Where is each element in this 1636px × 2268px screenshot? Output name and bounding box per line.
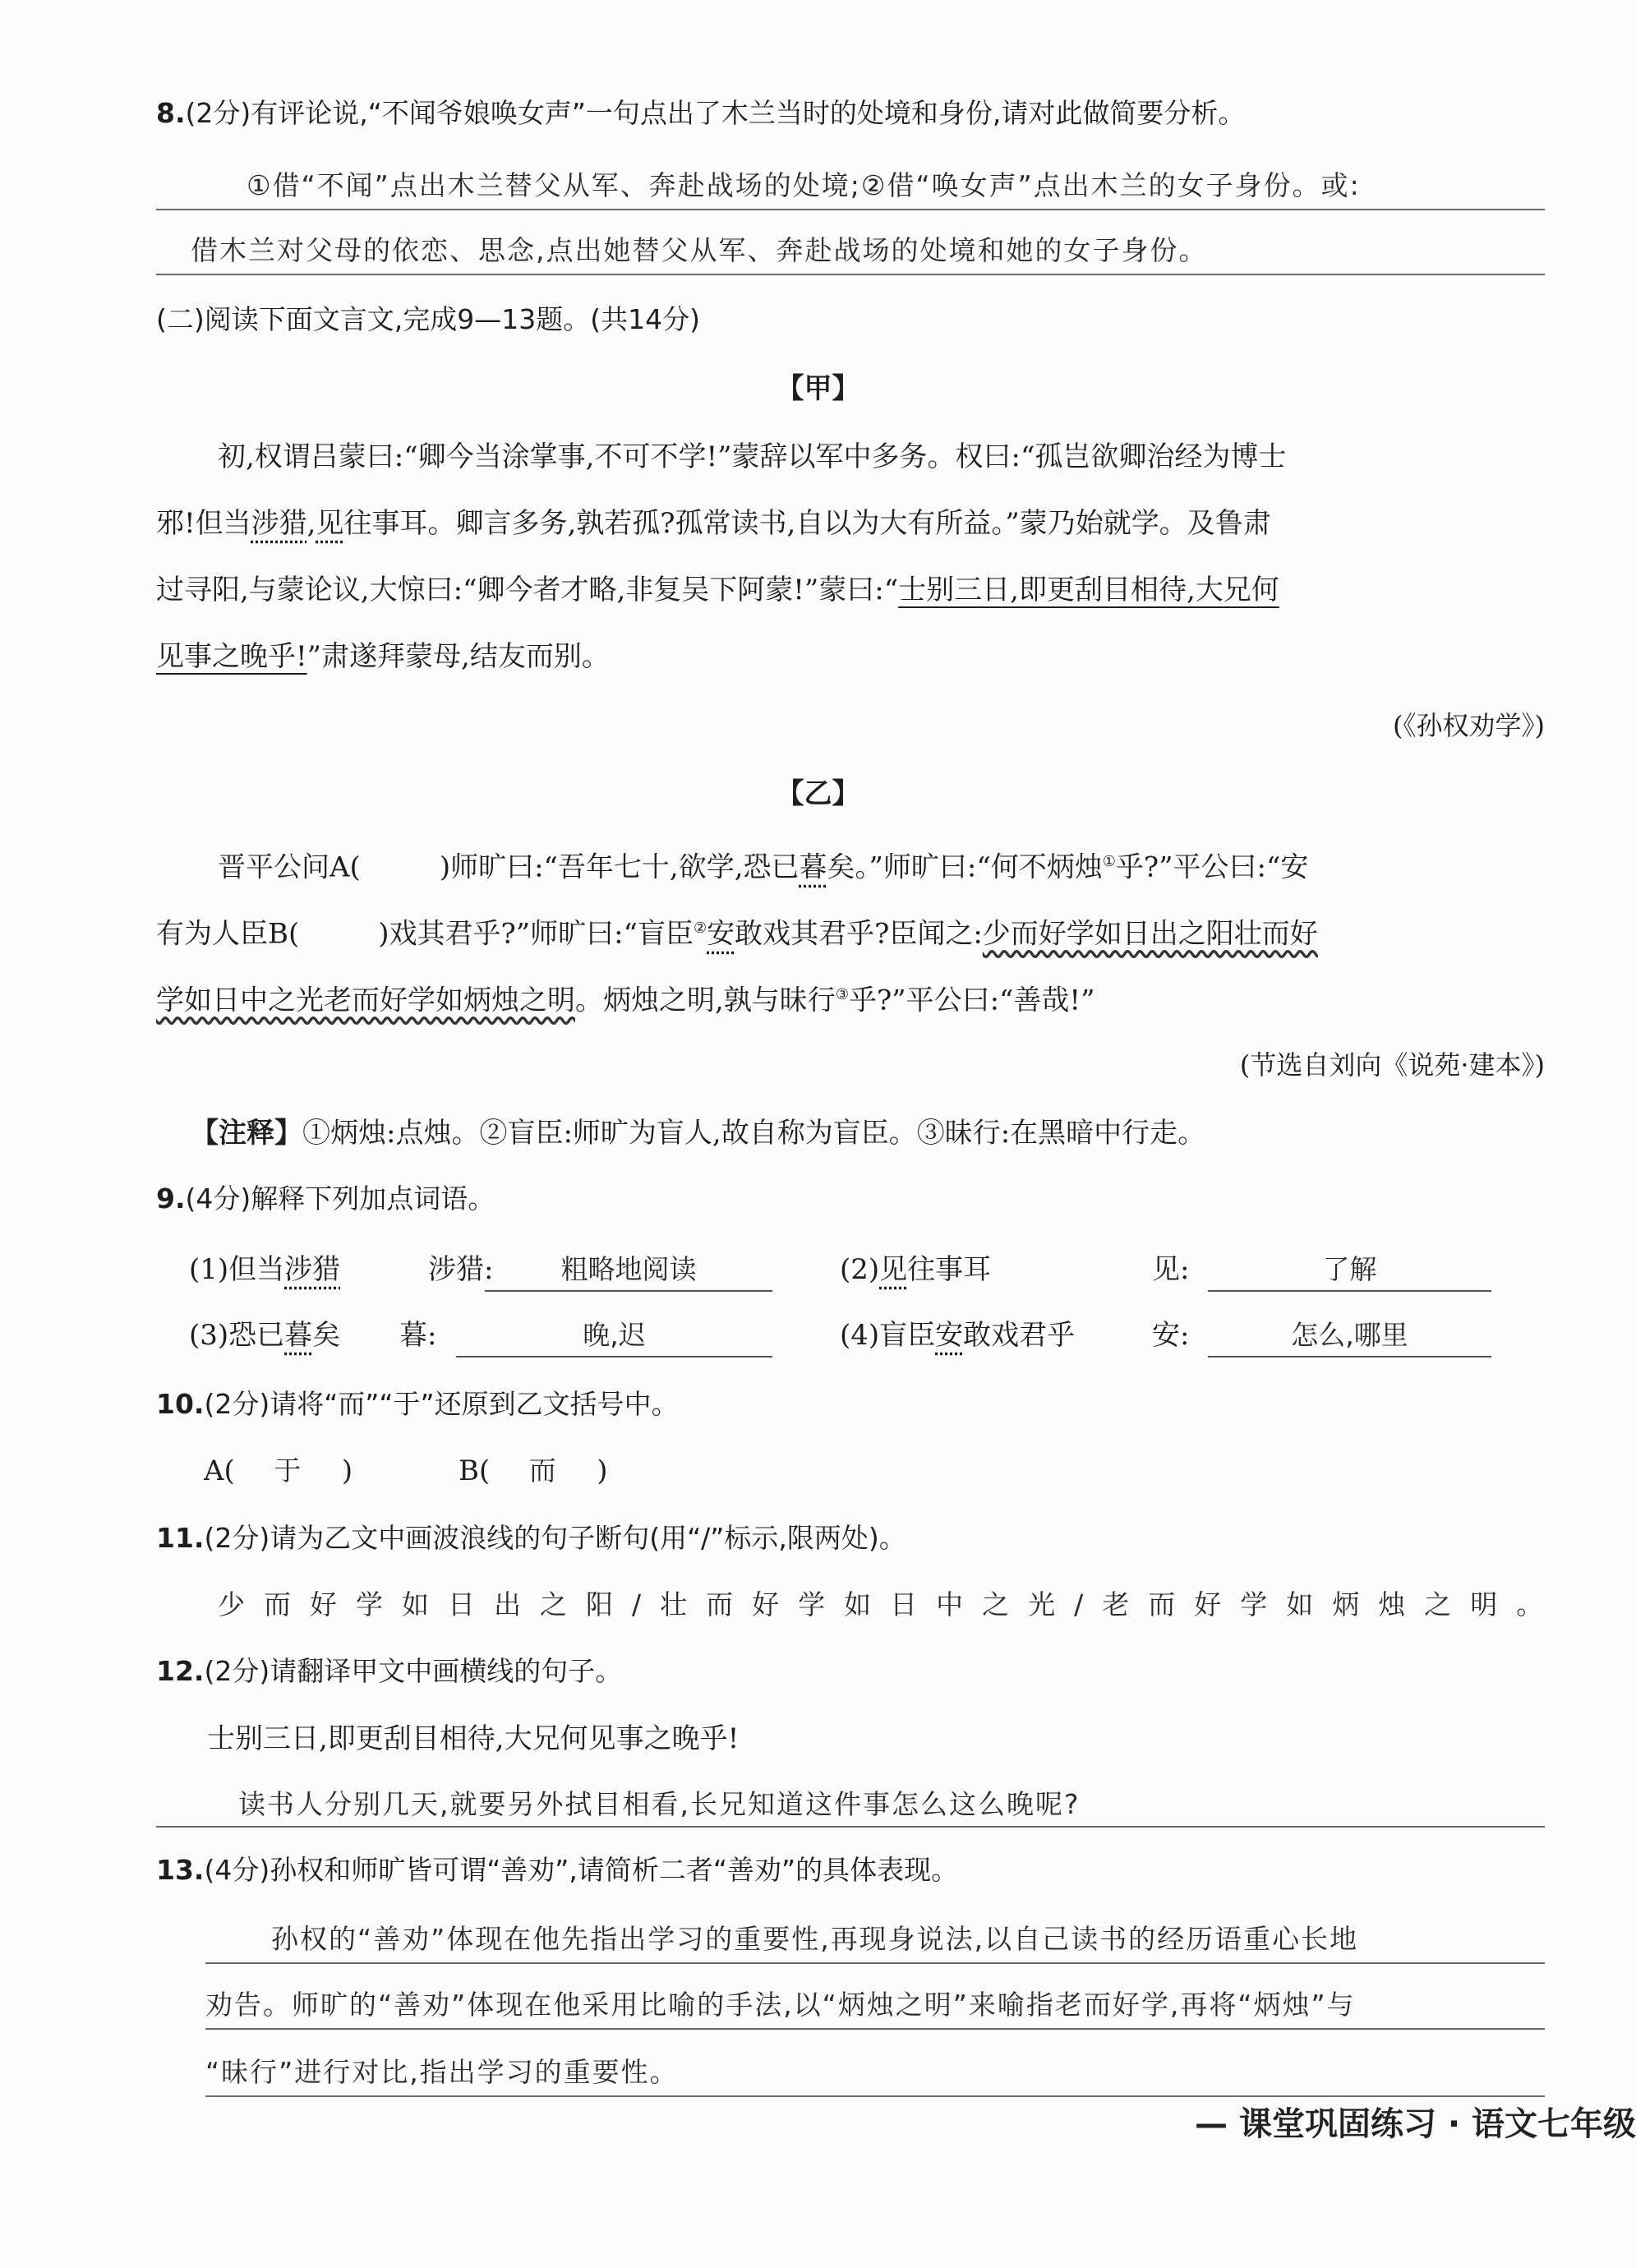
q12-sentence: 士别三日,即更刮目相待,大兄何见事之晚乎!: [207, 1722, 740, 1755]
passage-a-line4-post: ”肃遂拜蒙母,结友而别。: [306, 640, 610, 673]
q8-prompt: [156, 93, 1245, 134]
q10-text: (2分)请将“而”“于”还原到乙文括号中。: [204, 1388, 679, 1420]
q10-a-answer: 于: [274, 1454, 303, 1487]
q9-number: 9.: [156, 1182, 186, 1215]
q10-prompt: [156, 1384, 679, 1425]
q12-answer: 读书人分别几天,就要另外拭目相看,长兄知道这件事怎么这么晚呢?: [238, 1788, 1081, 1820]
q9-item3-pre: (3)恐已: [189, 1319, 285, 1352]
passage-a-source: (《孙权劝学》): [1393, 710, 1545, 741]
notes-label: 【注释】: [191, 1117, 302, 1150]
dotted-word-jian: 见: [316, 507, 344, 540]
passage-b-line2: [156, 908, 1318, 954]
q9-item4-answer: 怎么,哪里: [1208, 1315, 1491, 1358]
passage-b-line3-post2: 乎?”平公曰:“善哉!”: [848, 984, 1095, 1017]
q13-answer-line2: 劝告。师旷的“善劝”体现在他采用比喻的手法,以“炳烛之明”来喻指老而好学,再将“炳烛”与: [205, 1989, 1356, 2021]
q10-a-close: ): [341, 1454, 353, 1487]
q11-text: (2分)请为乙文中画波浪线的句子断句(用“/”标示,限两处)。: [204, 1522, 906, 1554]
q9-item4-phrase: [840, 1315, 1075, 1356]
passage-b-line2-pre: 有为人臣B(: [156, 917, 300, 951]
q8-answer-line1: ①借“不闻”点出木兰替父从军、奔赴战场的处境;②借“唤女声”点出木兰的女子身份。或:: [247, 169, 1361, 201]
passage-a-line2-post: 往事耳。卿言多务,孰若孤?孤常读书,自以为大有所益。”蒙乃始就学。及鲁肃: [343, 507, 1271, 540]
q9-item2-dotted: 见: [879, 1253, 908, 1286]
passage-b-line1: [218, 841, 1308, 887]
underlined-sentence-part2: 见事之晚乎!: [156, 640, 307, 673]
q9-item3-post: 矣: [312, 1319, 341, 1352]
q11-prompt: [156, 1518, 906, 1559]
q9-item1-pre: (1)但当: [189, 1253, 285, 1286]
passage-b-title: 【乙】: [776, 777, 860, 810]
q13-answer-line3: “昧行”进行对比,指出学习的重要性。: [205, 2056, 679, 2088]
passage-a-line3-pre: 过寻阳,与蒙论议,大惊曰:“卿今者才略,非复吴下阿蒙!”蒙曰:“: [156, 574, 899, 606]
q9-item3-dotted: 暮: [284, 1319, 313, 1352]
q9-prompt: [156, 1178, 495, 1219]
q9-item2-post: 往事耳: [907, 1253, 992, 1286]
footnote-marker-2: ②: [693, 920, 707, 937]
q13-prompt: [156, 1850, 958, 1891]
footnote-marker-3: ③: [835, 986, 849, 1003]
q9-item4-word: 安:: [1152, 1319, 1190, 1352]
q9-item1-phrase: [189, 1249, 340, 1290]
q9-item1-answer: 粗略地阅读: [485, 1249, 772, 1292]
q9-item1-dotted: 涉猎: [284, 1253, 341, 1286]
q9-item4-dotted: 安: [935, 1319, 964, 1352]
q8-text: (2分)有评论说,“不闻爷娘唤女声”一句点出了木兰当时的处境和身份,请对此做简要分析。: [185, 97, 1246, 129]
notes: [191, 1113, 1205, 1154]
q10-number: 10.: [156, 1388, 205, 1420]
passage-a-line3: [156, 569, 1279, 611]
passage-a-line2: [156, 503, 1271, 544]
passage-b-line2-mid: )戏其君乎?”师旷曰:“盲臣: [378, 917, 694, 951]
q9-item3-word: 暮:: [399, 1319, 437, 1352]
dotted-word-mu: 暮: [799, 850, 827, 884]
q10-a: [204, 1450, 353, 1491]
q9-item3-phrase: [189, 1315, 340, 1356]
passage-b-line3-post1: 。炳烛之明,孰与昧行: [575, 984, 836, 1017]
q10-b-close: ): [597, 1454, 608, 1487]
dotted-word-an: 安: [707, 917, 735, 951]
q9-text: (4分)解释下列加点词语。: [185, 1182, 495, 1215]
footnote-marker-1: ①: [1102, 853, 1116, 870]
q9-item2-phrase: [840, 1249, 991, 1290]
q9-item3-answer: 晚,迟: [456, 1315, 772, 1358]
q13-answer-underline2: [205, 2028, 1545, 2030]
q13-number: 13.: [156, 1854, 205, 1886]
q12-text: (2分)请翻译甲文中画横线的句子。: [204, 1655, 623, 1687]
q8-number: 8.: [156, 97, 186, 129]
q12-prompt: [156, 1651, 622, 1692]
wavy-sentence-part1: 少而好学如日出之阳壮而好: [982, 917, 1318, 951]
q10-a-label: A(: [204, 1454, 235, 1487]
passage-b-line1-end: 乎?”平公曰:“安: [1115, 850, 1309, 884]
q10-b-answer: 而: [528, 1454, 558, 1487]
q10-b: [459, 1450, 608, 1491]
passage-a-line1: 初,权谓吕蒙曰:“卿今当涂掌事,不可不学!”蒙辞以军中多务。权曰:“孤岂欲卿治经为博士: [218, 440, 1287, 473]
q13-answer-underline1: [205, 1962, 1545, 1964]
q9-item2-word: 见:: [1152, 1253, 1190, 1286]
q9-item4-post: 敢戏君乎: [963, 1319, 1076, 1352]
q11-number: 11.: [156, 1522, 205, 1554]
passage-a-title: 【甲】: [776, 372, 860, 405]
q9-item1-word: 涉猎:: [428, 1253, 494, 1286]
q8-answer-line2: 借木兰对父母的依恋、思念,点出她替父从军、奔赴战场的处境和她的女子身份。: [191, 234, 1208, 266]
passage-a-line2-pre: 邪!但当: [156, 507, 251, 540]
q8-answer-underline1: [156, 209, 1545, 210]
q12-number: 12.: [156, 1655, 205, 1687]
passage-b-source: (节选自刘向《说苑·建本》): [1239, 1049, 1545, 1081]
section2-heading: (二)阅读下面文言文,完成9—13题。(共14分): [156, 303, 700, 335]
q13-answer-underline3: [205, 2095, 1545, 2097]
passage-b-line3: [156, 975, 1095, 1021]
passage-a-line4: [156, 636, 610, 677]
notes-text: ①炳烛:点烛。②盲臣:师旷为盲人,故自称为盲臣。③昧行:在黑暗中行走。: [302, 1117, 1206, 1150]
passage-b-line2-post: 敢戏其君乎?臣闻之:: [735, 917, 983, 951]
underlined-sentence-part1: 士别三日,即更刮目相待,大兄何: [898, 574, 1279, 606]
passage-a-line2-mid: ,: [306, 507, 316, 540]
q10-b-label: B(: [459, 1454, 491, 1487]
q9-item2-pre: (2): [840, 1253, 880, 1286]
q13-answer-line1: 孙权的“善劝”体现在他先指出学习的重要性,再现身说法,以自己读书的经历语重心长地: [271, 1923, 1359, 1955]
page-footer: — 课堂巩固练习 · 语文七年级: [1195, 2105, 1636, 2143]
q8-answer-underline2: [156, 274, 1545, 275]
passage-b-line1-post: 矣。”师旷曰:“何不炳烛: [827, 850, 1103, 884]
q13-text: (4分)孙权和师旷皆可谓“善劝”,请简析二者“善劝”的具体表现。: [204, 1854, 959, 1886]
q11-answer: 少而好学如日出之阳/壮而好学如日中之光/老而好学如炳烛之明。: [218, 1588, 1563, 1620]
passage-b-line1-mid: )师旷曰:“吾年七十,欲学,恐已: [439, 850, 800, 884]
q9-item2-answer: 了解: [1208, 1249, 1491, 1292]
q12-answer-underline: [156, 1826, 1545, 1828]
dotted-word-shelie: 涉猎: [251, 507, 307, 540]
wavy-sentence-part2: 学如日中之光老而好学如炳烛之明: [156, 984, 575, 1017]
q9-item4-pre: (4)盲臣: [840, 1319, 936, 1352]
passage-b-line1-pre: 晋平公问A(: [218, 850, 361, 884]
